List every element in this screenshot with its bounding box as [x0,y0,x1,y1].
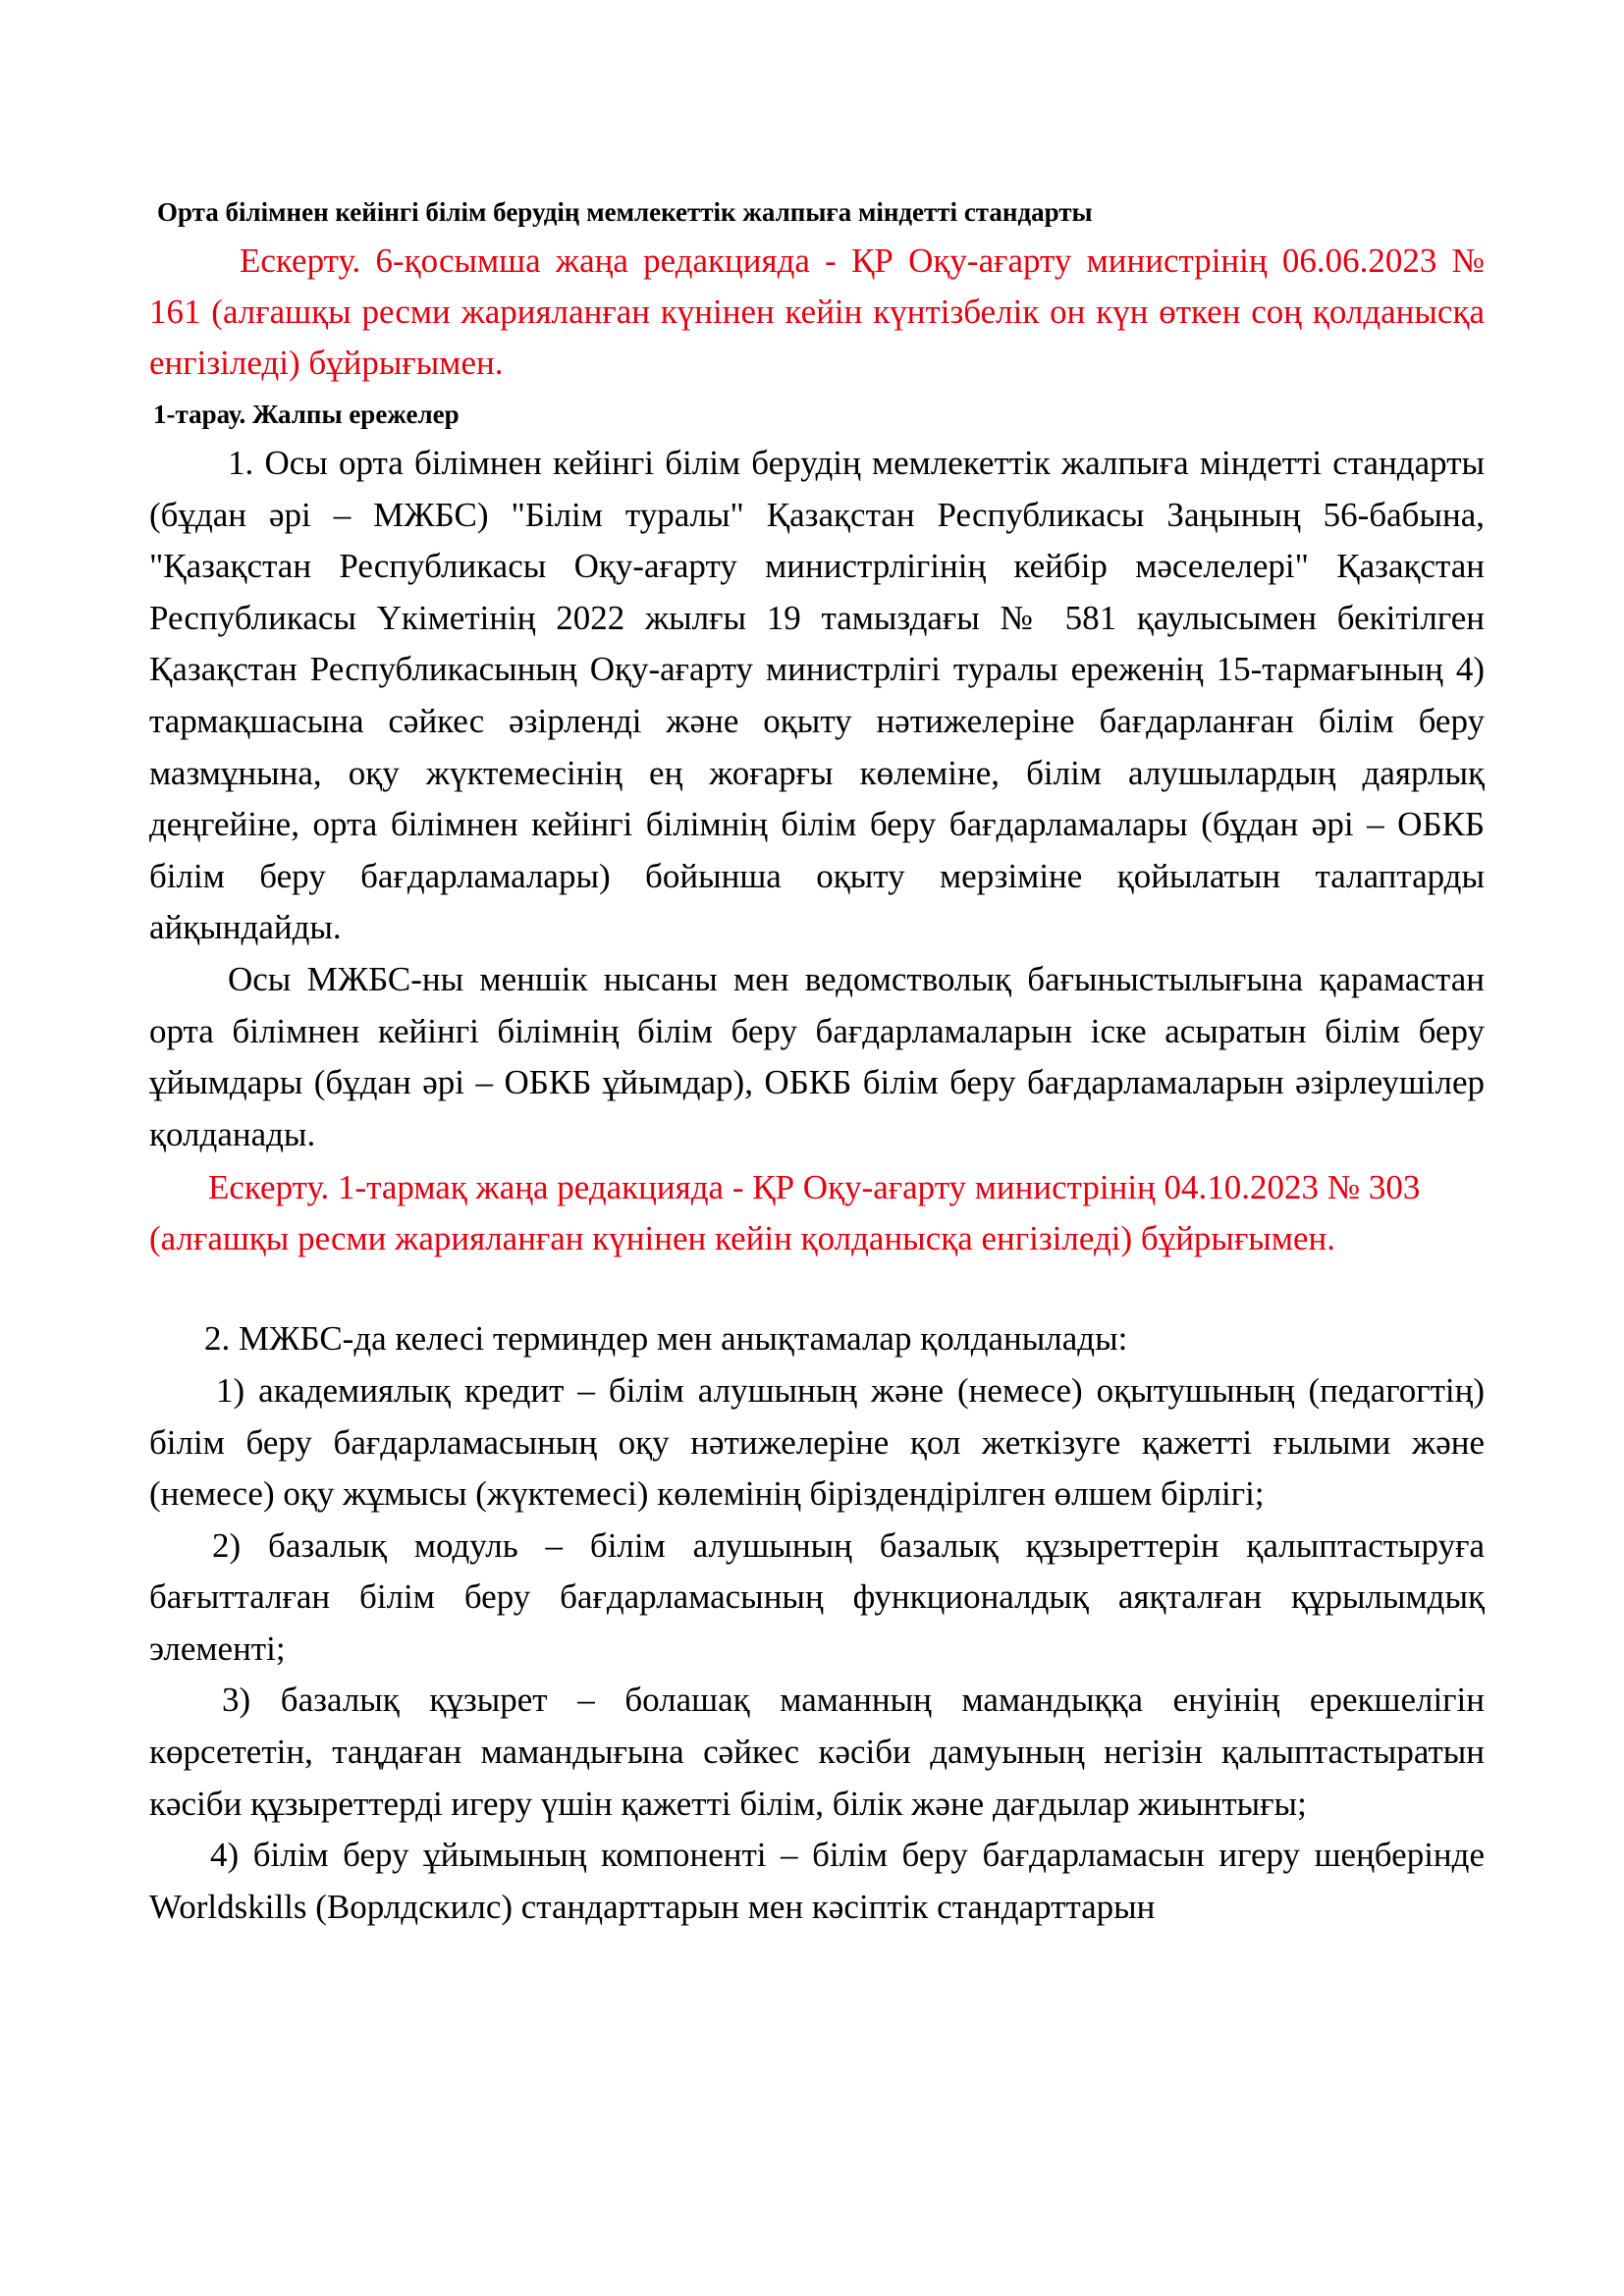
paragraph-1: 1. Осы орта білімнен кейінгі білім берудің мемлекеттік жалпыға міндетті стандарты (бұдан әрі – МЖБС) "Білім туралы" Қазақстан Республикасы Заңының 56-бабына, "Қазақстан Республикасы Оқу-ағарту министрлігінің кейбір мәселелері" Қазақстан Республикасы Үкіметінің 2022 жылғы 19 тамыздағы № 581 қаулысымен бекітілген Қазақстан Республикасының Оқу-ағарту министрлігі туралы ереженің 15-тармағының 4) тармақшасына сәйкес әзірленді және оқыту нәтижелеріне бағдарланған білім беру мазмұнына, оқу жүктемесінің ең жоғарғы көлеміне, білім алушылардың даярлық деңгейіне, орта білімнен кейінгі білімнің білім беру бағдарламалары (бұдан әрі – ОБКБ білім беру бағдарламалары) бойынша оқыту мерзіміне қойылатын талаптарды айқындайды. [149,444,1485,947]
definition-item-3: 3) базалық құзырет – болашақ маманның мамандыққа енуінің ерекшелігін көрсететін, таңдаған мамандығына сәйкес кәсіби дамуының негізін қалыптастыратын кәсіби құзыреттерді игеру үшін қажетті білім, білік және дағдылар жиынтығы; [149,1681,1485,1823]
definition-item-2: 2) базалық модуль – білім алушының базалық құзыреттерін қалыптастыруға бағытталған білім беру бағдарламасының функционалдық аяқталған құрылымдық элементі; [149,1525,1485,1668]
blank-line [149,1264,1485,1313]
paragraph-2: Осы МЖБС-ны меншік нысаны мен ведомстволық бағыныстылығына қарамастан орта білімнен кейінгі білімнің білім беру бағдарламаларын іске асыратын білім беру ұйымдары (бұдан әрі – ОБКБ ұйымдар), ОБКБ білім беру бағдарламаларын әзірлеушілер қолданады. [149,959,1485,1153]
section-heading: 1-тарау. Жалпы ережелер [153,400,460,429]
paragraph-3: 2. МЖБС-да келесі терминдер мен анықтамалар қолданылады: [204,1319,1128,1359]
amendment-note-2: Ескерту. 1-тармақ жаңа редакцияда - ҚР Оқу-ағарту министрінің 04.10.2023 № 303 (алғашқы ресми жарияланған күнінен кейін қолданысқа енгізіледі) бұйрығымен. [149,1168,1421,1258]
amendment-note-1: Ескерту. 6-қосымша жаңа редакцияда - ҚР Оқу-ағарту министрінің 06.06.2023 № 161 (алғашқы ресми жарияланған күнінен кейін күнтізбелік он күн өткен соң қолданысқа енгізіледі) бұйрығымен. [149,241,1485,382]
document-title: Орта білімнен кейінгі білім берудің мемлекеттік жалпыға міндетті стандарты [157,197,1093,227]
document-page [149,192,1485,1933]
definition-item-1: 1) академиялық кредит – білім алушының және (немесе) оқытушының (педагогтің) білім беру бағдарламасының оқу нәтижелеріне қол жеткізуге қажетті ғылыми және (немесе) оқу жұмысы (жүктемесі) көлемінің біріздендірілген өлшем бірлігі; [149,1370,1485,1514]
definition-item-4: 4) білім беру ұйымының компоненті – білім беру бағдарламасын игеру шеңберінде Worldskills (Ворлдскилс) стандарттарын мен кәсіптік стандарттарын [149,1836,1485,1926]
